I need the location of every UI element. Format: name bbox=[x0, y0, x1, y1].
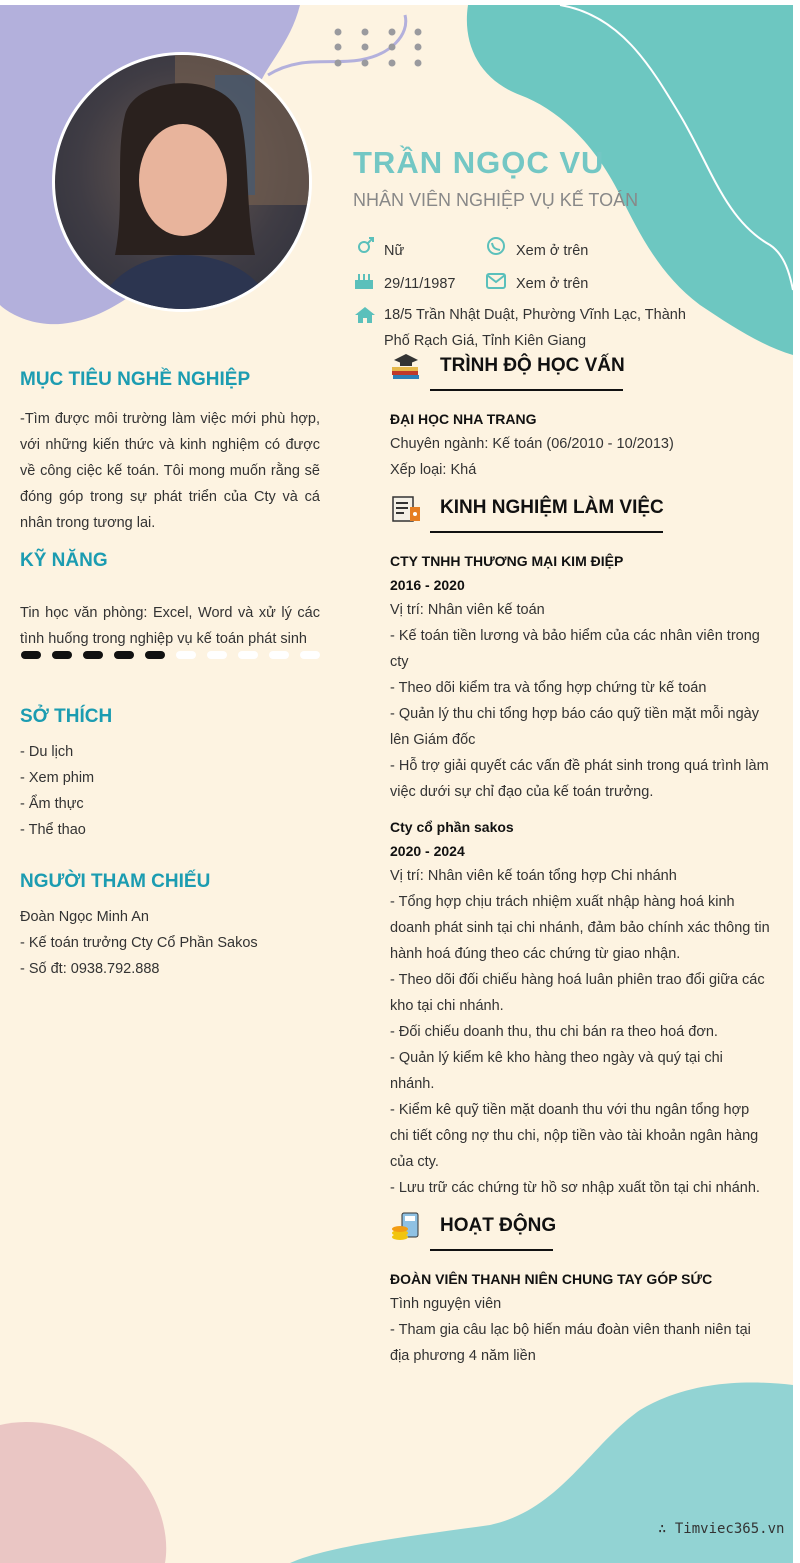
reference-item: - Số đt: 0938.792.888 bbox=[20, 961, 160, 977]
skill-pill-filled bbox=[83, 651, 103, 659]
activity-details bbox=[390, 1291, 770, 1369]
candidate-name: TRẦN NGỌC VU bbox=[353, 145, 605, 180]
job-period: 2020 - 2024 bbox=[390, 843, 465, 859]
whatsapp-icon bbox=[485, 236, 507, 256]
email-value: Xem ở trên bbox=[516, 276, 589, 292]
reference-item: - Kế toán trưởng Cty Cổ Phần Sakos bbox=[20, 935, 258, 951]
activities-heading: HOẠT ĐỘNG bbox=[440, 1215, 557, 1236]
hobby-item: - Ẩm thực bbox=[20, 796, 84, 812]
skill-pill-filled bbox=[145, 651, 165, 659]
skill-pill-empty bbox=[238, 651, 258, 659]
job-duty-line: - Hỗ trợ giải quyết các vấn đề phát sinh trong quá trình làm việc dưới sự chỉ đạo của kế toán trưởng. bbox=[390, 758, 769, 800]
job-duty-line: - Theo dõi kiểm tra và tổng hợp chứng từ kế toán bbox=[390, 680, 707, 696]
graduation-books-icon bbox=[390, 351, 422, 383]
calculator-coins-icon bbox=[390, 1211, 422, 1243]
hobby-item: - Xem phim bbox=[20, 770, 95, 786]
address-value: 18/5 Trần Nhật Duật, Phường Vĩnh Lạc, Thành Phố Rạch Giá, Tỉnh Kiên Giang bbox=[384, 307, 686, 349]
skills-heading: KỸ NĂNG bbox=[20, 550, 108, 571]
home-icon bbox=[354, 305, 376, 325]
reference-item: Đoàn Ngọc Minh An bbox=[20, 909, 149, 925]
references-heading: NGƯỜI THAM CHIẾU bbox=[20, 871, 211, 892]
job-company: Cty cổ phần sakos bbox=[390, 819, 514, 835]
education-major: Chuyên ngành: Kế toán (06/2010 - 10/2013) bbox=[390, 436, 674, 452]
activity-org: ĐOÀN VIÊN THANH NIÊN CHUNG TAY GÓP SỨC bbox=[390, 1271, 713, 1287]
activity-role: Tình nguyện viên bbox=[390, 1296, 502, 1312]
skill-pill-filled bbox=[52, 651, 72, 659]
skills-text: Tin học văn phòng: Excel, Word và xử lý các tình huống trong nghiệp vụ kế toán phát sinh bbox=[20, 605, 320, 647]
hobbies-heading: SỞ THÍCH bbox=[20, 706, 113, 727]
hobby-item: - Du lịch bbox=[20, 744, 74, 760]
activities-underline bbox=[430, 1249, 553, 1251]
reference-list bbox=[20, 904, 320, 982]
job-title: NHÂN VIÊN NGHIỆP VỤ KẾ TOÁN bbox=[353, 190, 639, 210]
skill-pill-empty bbox=[207, 651, 227, 659]
phone-value: Xem ở trên bbox=[516, 243, 589, 259]
job-duty-line: - Kế toán tiền lương và bảo hiểm của các nhân viên trong cty bbox=[390, 628, 760, 670]
job-duty-line: Vị trí: Nhân viên kế toán tổng hợp Chi nhánh bbox=[390, 868, 677, 884]
experience-heading: KINH NGHIỆM LÀM VIỆC bbox=[440, 497, 664, 518]
school-name: ĐẠI HỌC NHA TRANG bbox=[390, 411, 537, 427]
site-watermark: ∴ Timviec365.vn bbox=[658, 1521, 785, 1537]
job-duty-line: - Đối chiếu doanh thu, thu chi bán ra theo hoá đơn. bbox=[390, 1024, 718, 1040]
gender-icon bbox=[355, 236, 377, 256]
skill-pill-filled bbox=[21, 651, 41, 659]
job-duty-line: - Theo dõi đối chiếu hàng hoá luân phiên trao đổi giữa các kho tại chi nhánh. bbox=[390, 972, 765, 1014]
job-period: 2016 - 2020 bbox=[390, 577, 465, 593]
job-duty-line: - Tổng hợp chịu trách nhiệm xuất nhập hàng hoá kinh doanh phát sinh tại chi nhánh, đảm bảo chính xác thông tin hành hoá đúng theo các chứng từ giao nhận. bbox=[390, 894, 770, 962]
skill-pill-empty bbox=[176, 651, 196, 659]
birthday-cake-icon bbox=[353, 270, 375, 290]
job-duty-line: Vị trí: Nhân viên kế toán bbox=[390, 602, 545, 618]
job-duty-line: - Kiểm kê quỹ tiền mặt doanh thu với thu ngân tổng hợp chi tiết công nợ thu chi, nộp tiền vào tài khoản ngân hàng của cty. bbox=[390, 1102, 759, 1170]
profile-photo bbox=[52, 52, 312, 312]
activity-description: - Tham gia câu lạc bộ hiến máu đoàn viên thanh niên tại địa phương 4 năm liền bbox=[390, 1322, 751, 1364]
job-duties bbox=[390, 597, 770, 805]
hobby-item: - Thể thao bbox=[20, 822, 86, 838]
gender-value: Nữ bbox=[384, 243, 405, 259]
education-underline bbox=[430, 389, 623, 391]
hobby-list bbox=[20, 739, 320, 843]
email-icon bbox=[485, 271, 507, 291]
job-duty-line: - Lưu trữ các chứng từ hồ sơ nhập xuất tồn tại chi nhánh. bbox=[390, 1180, 760, 1196]
birthday-value: 29/11/1987 bbox=[384, 276, 456, 292]
skill-pill-empty bbox=[269, 651, 289, 659]
job-duty-line: - Quản lý thu chi tổng hợp báo cáo quỹ tiền mặt mỗi ngày lên Giám đốc bbox=[390, 706, 759, 748]
job-duties bbox=[390, 863, 770, 1201]
education-rank: Xếp loại: Khá bbox=[390, 462, 477, 478]
experience-underline bbox=[430, 531, 663, 533]
skill-pill-filled bbox=[114, 651, 134, 659]
cv-page bbox=[0, 5, 793, 1563]
objective-text: -Tìm được môi trường làm việc mới phù hợp, với những kiến thức và kinh nghiệm có được về công ciệc kế toán. Tôi mong muốn rằng sẽ đóng góp trong sự phát triển của Cty và cá nhân trong tương lai. bbox=[20, 411, 320, 531]
job-duty-line: - Quản lý kiểm kê kho hàng theo ngày và quý tại chi nhánh. bbox=[390, 1050, 723, 1092]
education-details bbox=[390, 431, 770, 483]
skill-level-bar bbox=[20, 648, 325, 662]
skill-pill-empty bbox=[300, 651, 320, 659]
job-company: CTY TNHH THƯƠNG MẠI KIM ĐIỆP bbox=[390, 553, 624, 569]
education-heading: TRÌNH ĐỘ HỌC VẤN bbox=[440, 355, 625, 376]
work-documents-icon bbox=[390, 493, 422, 525]
objective-heading: MỤC TIÊU NGHỀ NGHIỆP bbox=[20, 369, 251, 390]
